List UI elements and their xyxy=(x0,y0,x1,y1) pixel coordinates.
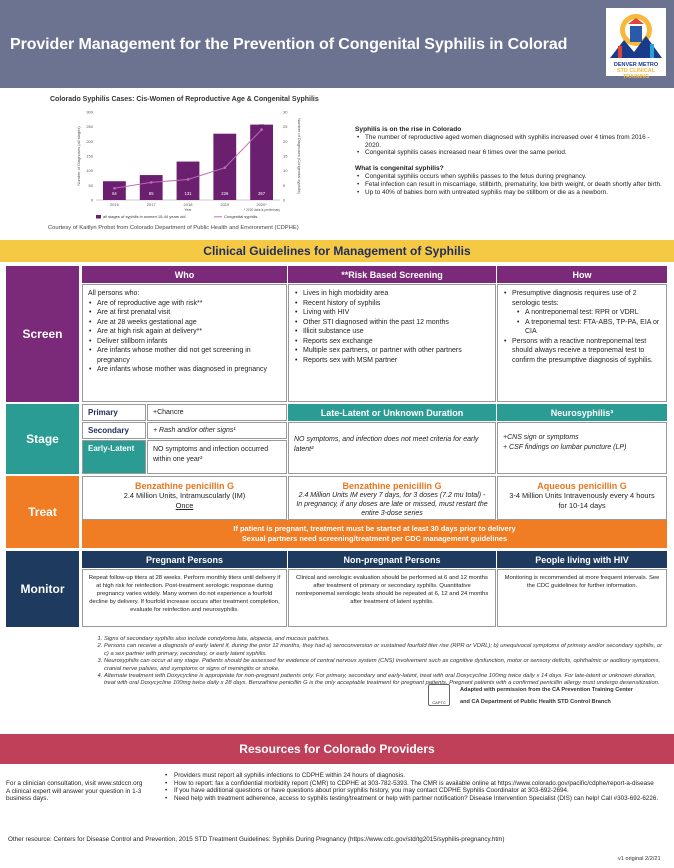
risk-item: • Illicit substance use xyxy=(294,327,490,337)
clinical-title: Clinical Guidelines for Management of Syphilis xyxy=(203,244,471,258)
bar-value-label: 85 xyxy=(148,191,154,196)
screen-who-item: • Are infants whose mother did not get screening in pregnancy xyxy=(88,346,281,365)
screen-who-item: • Are infants whose mother was diagnosed in pregnancy xyxy=(88,365,281,375)
info-item: • Up to 40% of babies born with untreated syphilis may be stillborn or die as a newborn. xyxy=(355,189,665,197)
screen-who-item: • Deliver stillborn infants xyxy=(88,337,281,347)
adapted-credit xyxy=(460,684,670,708)
how-subitem: • A nontreponemal test: RPR or VDRL xyxy=(503,308,661,318)
monitor-hiv-cell: Monitoring is recommended at more frequent intervals. See the CDC guidelines for further information. xyxy=(497,569,667,627)
logo-text-1: DENVER METRO xyxy=(613,62,659,68)
congenital-value-label: 7 xyxy=(186,172,190,178)
info-item: • Congenital syphilis occurs when syphilis passes to the fetus during pregnancy. xyxy=(355,173,665,181)
consultation-text-2: A clinical expert will answer your question in 1-3 business days. xyxy=(6,787,142,803)
y2-tick-label: 5 xyxy=(283,182,286,188)
info-item: • Fetal infection can result in miscarriage, stillbirth, prematurity, low birth weight, or death shortly after birth. xyxy=(355,181,665,189)
stage-early-label: Early-Latent xyxy=(82,440,146,474)
logo-text-2: STD CLINICAL TRAINING xyxy=(616,68,656,80)
col-header-how: How xyxy=(497,266,667,283)
resource-item: • Need help with treatment adherence, access to syphilis testing/treatment or help with partner notification? Disease Intervention Specialist (DIS) can help! Call #303-692-6226. xyxy=(164,795,669,803)
treat-late-cell xyxy=(288,476,496,520)
info-item: • The number of reproductive aged women diagnosed with syphilis increased over 4 times from 2016 - 2020. xyxy=(355,134,665,150)
treat-dose: 2.4 Million Units IM every 7 days, for 3 doses (7.2 mu total) - In pregnancy, if any doses are late or missed, must restart the entire 3-dose series xyxy=(296,492,488,517)
y-tick-label: 200 xyxy=(86,138,93,144)
footnote-item: 4. Alternate treatment with Doxycycline is appropriate for non-pregnant patients only. For primary, secondary and early-latent, treat with oral Doxycycline 100mg twice daily x 14 days. For late-latent or unknown duration, treat with oral Doxycycline 100mg twice daily x 28 days. Benzathine penicillin G is the only acceptable treatment for pregnant patients. Pregnant patients with a confirmed penicillin allergy must undergo desensitization. xyxy=(104,673,665,688)
resources-title: Resources for Colorado Providers xyxy=(0,734,674,764)
y-tick-label: 0 xyxy=(90,197,93,203)
how-subitem: • A treponemal test: FTA-ABS, TP-PA, EIA or CIA xyxy=(503,318,661,337)
footnotes xyxy=(90,636,665,688)
monitor-header-hiv: People living with HIV xyxy=(497,551,667,568)
x-axis-label: Year xyxy=(184,208,192,212)
monitor-nonpregnant-cell: Clinical and serologic evaluation should be performed at 6 and 12 months after treatment of primary or secondary syphilis. Quantitative nontreponemal serologic tests should be repeated at 6, 12 and 24 months after treatment of latent syphilis. xyxy=(288,569,496,627)
consultation-panel xyxy=(6,780,166,803)
treat-dose: 3-4 Million Units Intravenously every 4 hours for 10-14 days xyxy=(509,491,655,510)
screen-who-item: • Are of reproductive age with risk** xyxy=(88,299,281,309)
other-resource: Other resource: Centers for Disease Control and Prevention, 2015 STD Treatment Guidelines: Syphilis During Pregnancy (https://www.cdc.gov/std/tg2015/syphilis-pregnancy.htm) xyxy=(8,836,505,843)
resource-item: • How to report: fax a confidential morbidity report (CMR) to CDPHE at 303-782-5393. The CMR is available online at https://www.colorado.gov/pacific/cdphe/report-a-disease xyxy=(164,780,669,788)
congenital-point xyxy=(260,128,263,131)
chart-courtesy: Courtesy of Kaitlyn Probst from Colorado Department of Public Health and Environment (CDPHE) xyxy=(48,225,299,231)
y2-axis-label: Number of Diagnoses (Congenital syphilis) xyxy=(297,118,302,194)
consultation-text-1: For a clinician consultation, visit www.stdccn.org xyxy=(6,780,143,787)
y2-tick-label: 0 xyxy=(283,197,286,203)
x-tick-label: 2016 xyxy=(109,202,119,207)
risk-item: • Living with HIV xyxy=(294,308,490,318)
treat-neuro-cell xyxy=(497,476,667,520)
screen-who-item: • Are at high risk again at delivery** xyxy=(88,327,281,337)
adapted-line-2: and CA Department of Public Health STD Control Branch xyxy=(460,699,611,705)
risk-item: • Other STI diagnosed within the past 12 months xyxy=(294,318,490,328)
treat-drug: Benzathine penicillin G xyxy=(134,481,234,491)
screen-who-intro: All persons who: xyxy=(88,290,140,297)
monitor-header-pregnant: Pregnant Persons xyxy=(82,551,287,568)
how-item: • Presumptive diagnosis requires use of 2 serologic tests: xyxy=(503,289,661,308)
resources-list xyxy=(164,772,669,802)
mountain-logo-icon xyxy=(606,8,666,62)
stage-neuro-header: Neurosyphilis³ xyxy=(497,404,667,421)
resource-item: • Providers must report all syphilis infections to CDPHE within 24 hours of diagnosis. xyxy=(164,772,669,780)
version-label: v1 original 2/2/21 xyxy=(618,856,661,862)
congenital-point xyxy=(113,187,116,190)
y-tick-label: 300 xyxy=(86,109,93,115)
stage-secondary-label: Secondary xyxy=(82,422,146,439)
congenital-point xyxy=(187,178,190,181)
bar-value-label: 64 xyxy=(112,191,117,196)
y-tick-label: 100 xyxy=(86,168,93,174)
col-header-who: Who xyxy=(82,266,287,283)
monitor-header-nonpregnant: Non-pregnant Persons xyxy=(288,551,496,568)
page-title: Provider Management for the Prevention of Congenital Syphilis in Colorad xyxy=(10,36,568,53)
screen-risk-cell xyxy=(288,284,496,402)
screen-who-item: • Are at 28 weeks gestational age xyxy=(88,318,281,328)
legend-label-line: Congenital syphilis xyxy=(224,214,258,220)
footnote-item: 2. Persons can receive a diagnosis of early latent if, during the prior 12 months, they had a) seroconversion or sustained fourfold titer rise (RPR or VDRL); b) unequivocal symptoms of primary and/or secondary syphilis, or c) a sex partner with primary, secondary, or early latent syphilis. xyxy=(104,643,665,658)
treat-drug: Benzathine penicillin G xyxy=(342,481,442,491)
congenital-value-label: 6 xyxy=(150,175,153,181)
footnote-item: 1. Signs of secondary syphilis also include condyloma lata, alopecia, and mucous patches. xyxy=(104,636,665,643)
legend-swatch-bars xyxy=(96,215,101,219)
y2-tick-label: 20 xyxy=(283,138,288,144)
congenital-value-label: 11 xyxy=(222,160,227,166)
screen-who-item: • Are at first prenatal visit xyxy=(88,308,281,318)
legend-label-bars: all stages of syphilis in women 15-44 years old xyxy=(103,214,186,220)
chart-footnote: * 2020 data is preliminary xyxy=(244,208,280,212)
screen-how-cell xyxy=(497,284,667,402)
bar xyxy=(250,122,273,200)
risk-item: • Reports sex exchange xyxy=(294,337,490,347)
treat-frequency: Once xyxy=(175,501,194,510)
risk-item: • Reports sex with MSM partner xyxy=(294,356,490,366)
y-axis-label: Number of Diagnoses (all stages) xyxy=(76,126,81,186)
treat-early-cell xyxy=(82,476,287,520)
row-label-treat: Treat xyxy=(6,476,79,548)
x-tick-label: 2018 xyxy=(183,202,193,207)
y2-tick-label: 25 xyxy=(283,124,288,130)
neuro-item: + CSF findings on lumbar puncture (LP) xyxy=(503,443,627,451)
risk-item: • Recent history of syphilis xyxy=(294,299,490,309)
info-heading-congenital: What is congenital syphilis? xyxy=(355,165,444,173)
treat-dose: 2.4 Million Units, Intramuscularly (IM) xyxy=(123,491,246,500)
treat-warning-bar xyxy=(82,520,667,548)
stage-primary-label: Primary xyxy=(82,404,146,421)
denver-metro-logo xyxy=(606,8,666,80)
bar-value-label: 131 xyxy=(184,191,192,196)
risk-item: • Multiple sex partners, or partner with other partners xyxy=(294,346,490,356)
x-tick-label: 2017 xyxy=(146,202,156,207)
y2-tick-label: 15 xyxy=(283,153,288,159)
footnote-item: 3. Neurosyphilis can occur at any stage. Patients should be assessed for evidence of central nervous system (CNS) involvement such as cognitive dysfunction, motor or sensory deficits, ophthalmic or auditory symptoms, cranial nerve palsies, and symptoms or signs of meningitis or stroke. xyxy=(104,658,665,673)
treat-drug: Aqueous penicillin G xyxy=(537,481,627,491)
congenital-point xyxy=(150,181,153,184)
stage-neuro-value xyxy=(497,422,667,474)
x-tick-label: 2019 xyxy=(220,202,230,207)
bar-value-label: 257 xyxy=(258,191,266,196)
monitor-pregnant-cell: Repeat follow-up titers at 28 weeks. Perform monthly titers until delivery if at high risk for reinfection. Post-treatment serologic response during pregnancy varies widely. Many women do not experience a fourfold decline by delivery. If fourfold increase occurs after treatment completion, evaluate for reinfection and neurosyphilis. xyxy=(82,569,287,627)
resource-item: • If you have additional questions or have questions about prior syphilis history, you may contact CDPHE Syphilis Coordinator at 303-692-2694. xyxy=(164,787,669,795)
x-tick-label: 2020* xyxy=(256,202,267,207)
row-label-screen: Screen xyxy=(6,266,79,402)
stage-late-header: Late-Latent or Unknown Duration xyxy=(288,404,496,421)
stage-late-value: NO symptoms, and infection does not meet criteria for early latent² xyxy=(288,422,496,474)
congenital-value-label: 4 xyxy=(113,181,116,187)
info-heading-rise: Syphilis is on the rise in Colorado xyxy=(355,126,462,133)
info-item: • Congenital syphilis cases increased near 6 times over the same period. xyxy=(355,149,665,157)
captc-seal-icon: CAPTC xyxy=(428,684,450,706)
congenital-value-label: 24 xyxy=(259,122,264,128)
neuro-item: +CNS sign or symptoms xyxy=(503,434,579,441)
y-tick-label: 50 xyxy=(88,182,93,188)
adapted-line-1: Adapted with permission from the CA Prevention Training Center xyxy=(460,687,633,693)
congenital-point xyxy=(224,166,227,169)
stage-secondary-value: + Rash and/or other signs¹ xyxy=(147,422,287,439)
y-tick-label: 150 xyxy=(86,153,93,159)
syphilis-cases-chart xyxy=(52,104,312,224)
stage-primary-value: +Chancre xyxy=(147,404,287,421)
info-panel xyxy=(355,122,665,196)
treat-warning-1: If patient is pregnant, treatment must be started at least 30 days prior to delivery xyxy=(233,524,516,533)
stage-early-value: NO symptoms and infection occurred within one year² xyxy=(147,440,287,474)
treat-warning-2: Sexual partners need screening/treatment per CDC management guidelines xyxy=(241,534,508,543)
row-label-monitor: Monitor xyxy=(6,551,79,627)
y2-tick-label: 30 xyxy=(283,109,288,115)
col-header-risk: **Risk Based Screening xyxy=(288,266,496,283)
row-label-stage: Stage xyxy=(6,404,79,474)
screen-who-cell xyxy=(82,284,287,402)
risk-item: • Lives in high morbidity area xyxy=(294,289,490,299)
y2-tick-label: 10 xyxy=(283,168,288,174)
how-item: • Persons with a reactive nontreponemal test should always receive a treponemal test to confirm the presumptive diagnosis of syphilis. xyxy=(503,337,661,366)
chart-title: Colorado Syphilis Cases: Cis-Women of Reproductive Age & Congenital Syphilis xyxy=(50,96,319,103)
bar-value-label: 226 xyxy=(221,191,229,196)
y-tick-label: 250 xyxy=(86,124,93,130)
